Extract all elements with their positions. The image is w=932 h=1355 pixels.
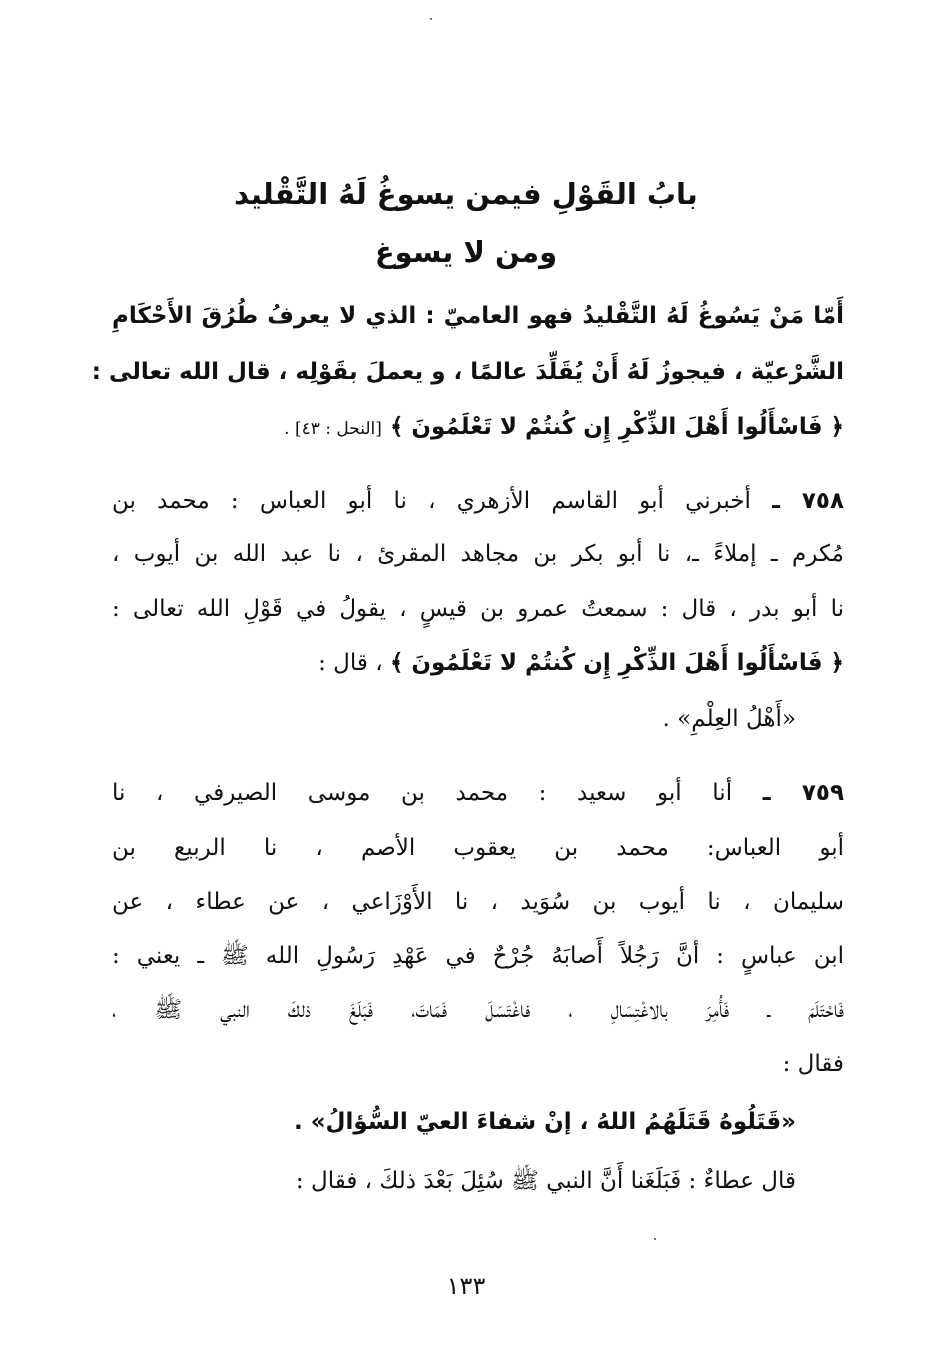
hadith-758-text-1: أخبرني أبو القاسم الأزهري ، نا أبو العباس : محمد بن [112, 488, 751, 514]
prophetic-saying: «قَتَلُوهُ قَتَلَهُمُ اللهُ ، إنْ شفاءَ العيّ السُّؤالُ» . [293, 1109, 796, 1135]
hadith-759-text-1: أنا أبو سعيد : محمد بن موسى الصيرفي ، نا [112, 780, 733, 806]
intro-line-1: أَمّا مَنْ يَسُوغُ لَهُ التَّقْليدُ فهو العاميّ : الذي لا يعرفُ طُرُقَ الأَحْكَامِ [112, 303, 844, 329]
chapter-title-line-2: ومن لا يسوغ [374, 235, 558, 269]
hadith-759-line-3: سليمان ، نا أيوب بن سُوَيد ، نا الأَوْزَاعي ، عن عطاء ، عن [112, 889, 844, 915]
hadith-759-line-4: ابن عباسٍ : أنَّ رَجُلاً أَصابَهُ جُرْحٌ في عَهْدِ رَسُولِ الله ﷺ ـ يعني : [112, 943, 844, 969]
ata-report-line: قال عطاءٌ : فَبَلَغَنا أَنَّ النبي ﷺ سُئِلَ بَعْدَ ذلكَ ، فقال : [295, 1168, 796, 1194]
intro-line-3 [112, 408, 844, 448]
chapter-title-line-1: بابُ القَوْلِ فيمن يسوغُ لَهُ التَّقْليد [234, 177, 698, 211]
hadith-759-line-6: فقال : [782, 1051, 844, 1077]
hadith-758-number: ٧٥٨ ـ [772, 488, 845, 514]
intro-quran-reference: [النحل : ٤٣] . [284, 419, 382, 439]
hadith-758-line-2: مُكرم ـ إملاءً ـ، نا أبو بكر بن مجاهد المقرئ ، نا عبد الله بن أيوب ، [112, 541, 844, 567]
intro-quran-verse: ﴿ فَاسْأَلُوا أَهْلَ الذِّكْرِ إِن كُنتُمْ لا تَعْلَمُونَ ﴾ [389, 414, 844, 440]
intro-line-2: الشَّرْعيّة ، فيجوزُ لَهُ أَنْ يُقَلِّدَ عالمًا ، و يعملَ بقَوْلِه ، قال الله تعالى : [91, 359, 844, 385]
page-number: ١٣٣ [446, 1272, 486, 1300]
hadith-758-line-4 [112, 644, 844, 682]
top-dot [430, 18, 432, 20]
hadith-758-line-3: نا أبو بدر ، قال : سمعتُ عمرو بن قيسٍ ، يقولُ في قَوْلِ الله تعالى : [112, 596, 844, 622]
hadith-758-quran-verse: ﴿ فَاسْأَلُوا أَهْلَ الذِّكْرِ إِن كُنتُمْ لا تَعْلَمُونَ ﴾ [389, 650, 844, 676]
stray-dot [654, 1238, 656, 1240]
hadith-758-after-verse: ، قال : [318, 650, 383, 676]
hadith-758-line-1 [112, 482, 844, 520]
hadith-759-line-1 [112, 774, 844, 812]
hadith-759-line-5: فَاحْتَلَمَ ـ فَأُمِرَ بالاغْتِسَالِ ، فاغْتَسَلَ فَمَاتَ، فَبَلَغَ ذلكَ النبي ﷺ ، [112, 997, 844, 1023]
hadith-758-quote: «أَهْلُ العِلْمِ» . [662, 706, 796, 732]
hadith-759-line-2: أبو العباس: محمد بن يعقوب الأصم ، نا الربيع بن [112, 835, 844, 861]
hadith-759-number: ٧٥٩ ـ [762, 780, 845, 806]
